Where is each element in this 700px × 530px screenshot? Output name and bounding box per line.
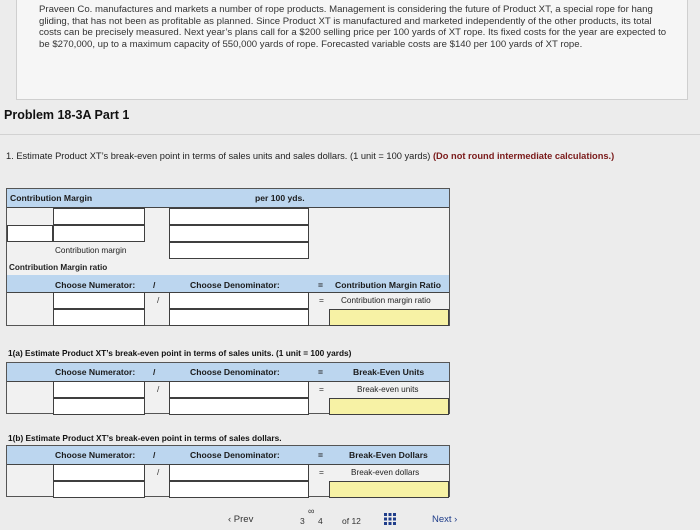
cm-ratio-header — [7, 275, 449, 293]
problem-title: Problem 18-3A Part 1 — [4, 108, 130, 122]
dollars-table-title: 1(b) Estimate Product XT’s break-even point in terms of sales dollars. — [8, 433, 282, 443]
cm-value-output[interactable] — [169, 242, 309, 259]
cm-numerator-label: Choose Numerator: — [55, 280, 136, 290]
units-numerator-input[interactable] — [53, 398, 145, 415]
cm-equals: = — [319, 295, 324, 305]
units-header — [7, 363, 449, 382]
dollars-result-input[interactable] — [329, 481, 449, 498]
cm-header-left: Contribution Margin — [10, 193, 93, 203]
problem-text: Praveen Co. manufactures and markets a number of rope products. Management is considering the future of Product XT, a special rope for hang gliding, that has not been as profitable as planned. Since Product XT is manufactured and marketed independently of the other products, its total costs can be precisely measured. Next year’s plans call for a $200 selling price per 100 yards of XT rope. Its fixed costs for the year are expected to be $270,000, up to a maximum capacity of 550,000 yards of rope. Forecasted variable costs are $140 per 100 yards of XT rope. — [39, 4, 667, 50]
dollars-result-label: Break-Even Dollars — [349, 450, 428, 460]
cm-ratio-denominator-input[interactable] — [169, 309, 309, 326]
cm-result-label: Contribution Margin Ratio — [335, 280, 441, 290]
units-numerator-select[interactable] — [53, 381, 145, 398]
break-even-units-table — [6, 362, 450, 414]
cm-denominator-label: Choose Denominator: — [190, 280, 280, 290]
cm-row2-label-input[interactable] — [53, 225, 145, 242]
cm-row-label: Contribution margin — [55, 246, 127, 255]
cm-slash: / — [157, 295, 160, 305]
cm-ratio-result-input[interactable] — [329, 309, 449, 326]
cm-result-text: Contribution margin ratio — [341, 296, 431, 305]
units-denominator-select[interactable] — [169, 381, 309, 398]
cm-equals-header: = — [318, 280, 324, 290]
units-equals-header: = — [318, 367, 324, 377]
units-denominator-input[interactable] — [169, 398, 309, 415]
units-result-text: Break-even units — [357, 385, 419, 394]
page-number-3[interactable]: 3 — [300, 516, 305, 526]
units-numerator-label: Choose Numerator: — [55, 367, 136, 377]
units-result-label: Break-Even Units — [353, 367, 425, 377]
link-icon: ∞ — [308, 506, 315, 516]
dollars-equals: = — [319, 467, 324, 477]
cm-ratio-numerator-select[interactable] — [53, 292, 145, 309]
dollars-numerator-input[interactable] — [53, 481, 145, 498]
question-main: 1. Estimate Product XT’s break-even point in terms of sales units and sales dollars. (1 unit = 100 yards) — [6, 151, 431, 161]
cm-header-right: per 100 yds. — [255, 193, 305, 203]
cm-row2-sign-input[interactable] — [7, 225, 53, 242]
contribution-margin-table — [6, 188, 450, 326]
units-slash-header: / — [153, 367, 156, 377]
units-equals: = — [319, 384, 324, 394]
dollars-denominator-select[interactable] — [169, 464, 309, 481]
cm-row1-label-input[interactable] — [53, 208, 145, 225]
units-result-input[interactable] — [329, 398, 449, 415]
units-denominator-label: Choose Denominator: — [190, 367, 280, 377]
cm-header — [7, 189, 449, 208]
dollars-header — [7, 446, 449, 465]
dollars-numerator-label: Choose Numerator: — [55, 450, 136, 460]
dollars-numerator-select[interactable] — [53, 464, 145, 481]
cm-row1-value-input[interactable] — [169, 208, 309, 225]
units-slash: / — [157, 384, 160, 394]
question-emphasis: (Do not round intermediate calculations.) — [432, 151, 615, 161]
break-even-dollars-table — [6, 445, 450, 497]
dollars-slash: / — [157, 467, 160, 477]
next-button[interactable]: Next › — [432, 514, 458, 525]
dollars-denominator-input[interactable] — [169, 481, 309, 498]
pagination-bar — [0, 506, 700, 528]
problem-statement — [16, 0, 688, 100]
page-count: of 12 — [342, 516, 361, 526]
dollars-slash-header: / — [153, 450, 156, 460]
grid-icon[interactable] — [384, 512, 396, 530]
cm-ratio-section-label: Contribution Margin ratio — [9, 263, 108, 272]
dollars-denominator-label: Choose Denominator: — [190, 450, 280, 460]
dollars-equals-header: = — [318, 450, 324, 460]
cm-slash-header: / — [153, 280, 156, 290]
cm-row2-value-input[interactable] — [169, 225, 309, 242]
cm-ratio-denominator-select[interactable] — [169, 292, 309, 309]
page-number-4[interactable]: 4 — [318, 516, 323, 526]
cm-ratio-numerator-input[interactable] — [53, 309, 145, 326]
dollars-result-text: Break-even dollars — [351, 468, 420, 477]
question-text — [6, 151, 666, 162]
prev-button[interactable]: ‹ Prev — [228, 514, 254, 525]
units-table-title: 1(a) Estimate Product XT’s break-even point in terms of sales units. (1 unit = 100 yards) — [8, 348, 352, 358]
divider — [0, 134, 700, 135]
